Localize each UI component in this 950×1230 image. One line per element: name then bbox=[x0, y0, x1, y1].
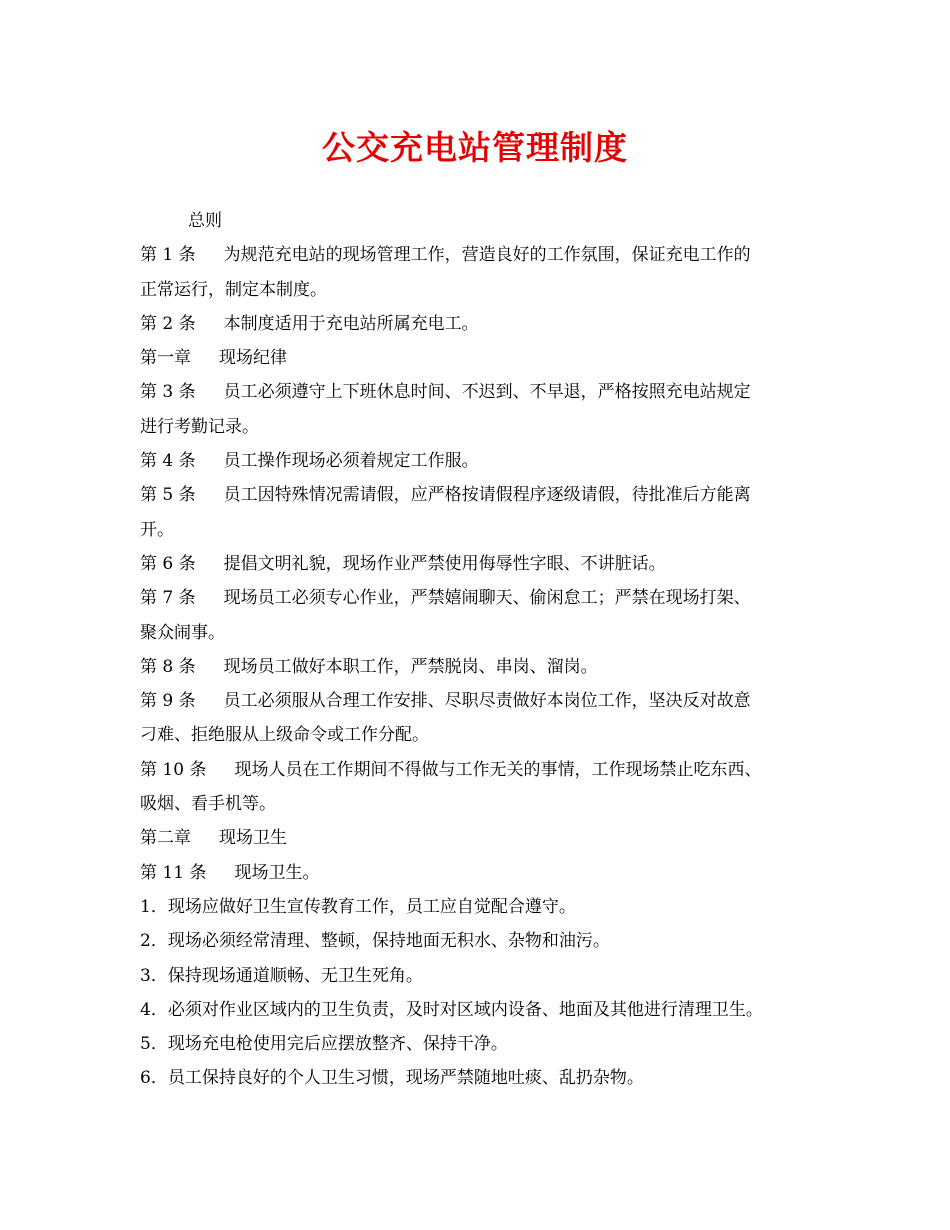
clause-text: 现场卫生 bbox=[219, 828, 287, 849]
clause-label: 第 2 条 bbox=[140, 313, 196, 334]
clause-text: 开。 bbox=[140, 519, 174, 540]
continuation-line bbox=[140, 993, 820, 1027]
clause-text: 员工必须服从合理工作安排、尽职尽责做好本岗位工作，坚决反对故意 bbox=[223, 691, 751, 712]
clause-label: 第 10 条 bbox=[140, 759, 207, 780]
clause-text: 6．员工保持良好的个人卫生习惯，现场严禁随地吐痰、乱扔杂物。 bbox=[140, 1068, 644, 1089]
clause-label: 第 3 条 bbox=[140, 382, 196, 403]
clause-text: 进行考勤记录。 bbox=[140, 416, 259, 437]
clause-label: 第 9 条 bbox=[140, 691, 196, 712]
page-title: 公交充电站管理制度 bbox=[322, 128, 628, 167]
clause-text: 现场员工必须专心作业，严禁嬉闹聊天、偷闲怠工；严禁在现场打架、 bbox=[223, 588, 751, 609]
continuation-line bbox=[140, 890, 820, 924]
continuation-line bbox=[140, 273, 820, 307]
continuation-line bbox=[140, 718, 820, 752]
clause-text: 刁难、拒绝服从上级命令或工作分配。 bbox=[140, 725, 429, 746]
clause-text: 4．必须对作业区域内的卫生负责，及时对区域内设备、地面及其他进行清理卫生。 bbox=[140, 999, 763, 1020]
clause-line bbox=[140, 684, 820, 718]
continuation-line bbox=[140, 959, 820, 993]
continuation-line bbox=[140, 787, 820, 821]
clause-text: 现场纪律 bbox=[219, 348, 287, 369]
clause-line bbox=[140, 341, 820, 375]
clause-line bbox=[140, 856, 820, 890]
continuation-line bbox=[140, 1027, 820, 1061]
clause-text: 2．现场必须经常清理、整顿，保持地面无积水、杂物和油污。 bbox=[140, 931, 610, 952]
clause-text: 为规范充电站的现场管理工作，营造良好的工作氛围，保证充电工作的 bbox=[223, 245, 751, 266]
continuation-line bbox=[140, 1061, 820, 1095]
clause-label: 第 5 条 bbox=[140, 485, 196, 506]
clause-line bbox=[140, 821, 820, 855]
clause-text: 员工因特殊情况需请假，应严格按请假程序逐级请假，待批准后方能离 bbox=[223, 485, 751, 506]
clause-text: 正常运行，制定本制度。 bbox=[140, 279, 327, 300]
continuation-line bbox=[140, 924, 820, 958]
section-heading-general: 总则 bbox=[188, 211, 222, 231]
document-lines bbox=[140, 238, 820, 1095]
clause-text: 5．现场充电枪使用完后应摆放整齐、保持干净。 bbox=[140, 1034, 508, 1055]
clause-line bbox=[140, 581, 820, 615]
clause-line bbox=[140, 238, 820, 272]
clause-text: 员工必须遵守上下班休息时间、不迟到、不早退，严格按照充电站规定 bbox=[223, 382, 751, 403]
clause-line bbox=[140, 650, 820, 684]
clause-line bbox=[140, 307, 820, 341]
clause-text: 现场人员在工作期间不得做与工作无关的事情，工作现场禁止吃东西、 bbox=[234, 759, 762, 780]
clause-line bbox=[140, 753, 820, 787]
continuation-line bbox=[140, 410, 820, 444]
clause-label: 第一章 bbox=[140, 348, 191, 369]
continuation-line bbox=[140, 616, 820, 650]
clause-text: 聚众闹事。 bbox=[140, 622, 225, 643]
clause-label: 第 8 条 bbox=[140, 656, 196, 677]
clause-label: 第 1 条 bbox=[140, 245, 196, 266]
clause-label: 第 7 条 bbox=[140, 588, 196, 609]
clause-label: 第二章 bbox=[140, 828, 191, 849]
clause-label: 第 4 条 bbox=[140, 451, 196, 472]
clause-text: 提倡文明礼貌，现场作业严禁使用侮辱性字眼、不讲脏话。 bbox=[223, 553, 666, 574]
clause-text: 现场卫生。 bbox=[234, 862, 320, 883]
clause-line bbox=[140, 444, 820, 478]
clause-text: 本制度适用于充电站所属充电工。 bbox=[223, 313, 479, 334]
continuation-line bbox=[140, 513, 820, 547]
clause-line bbox=[140, 478, 820, 512]
clause-text: 员工操作现场必须着规定工作服。 bbox=[223, 451, 479, 472]
clause-line bbox=[140, 375, 820, 409]
clause-text: 吸烟、看手机等。 bbox=[140, 794, 276, 815]
clause-text: 3．保持现场通道顺畅、无卫生死角。 bbox=[140, 965, 423, 986]
clause-line bbox=[140, 547, 820, 581]
document-body bbox=[140, 204, 820, 1096]
clause-label: 第 11 条 bbox=[140, 862, 207, 883]
clause-label: 第 6 条 bbox=[140, 553, 196, 574]
clause-text: 现场员工做好本职工作，严禁脱岗、串岗、溜岗。 bbox=[223, 656, 598, 677]
clause-text: 1．现场应做好卫生宣传教育工作，员工应自觉配合遵守。 bbox=[140, 896, 576, 917]
